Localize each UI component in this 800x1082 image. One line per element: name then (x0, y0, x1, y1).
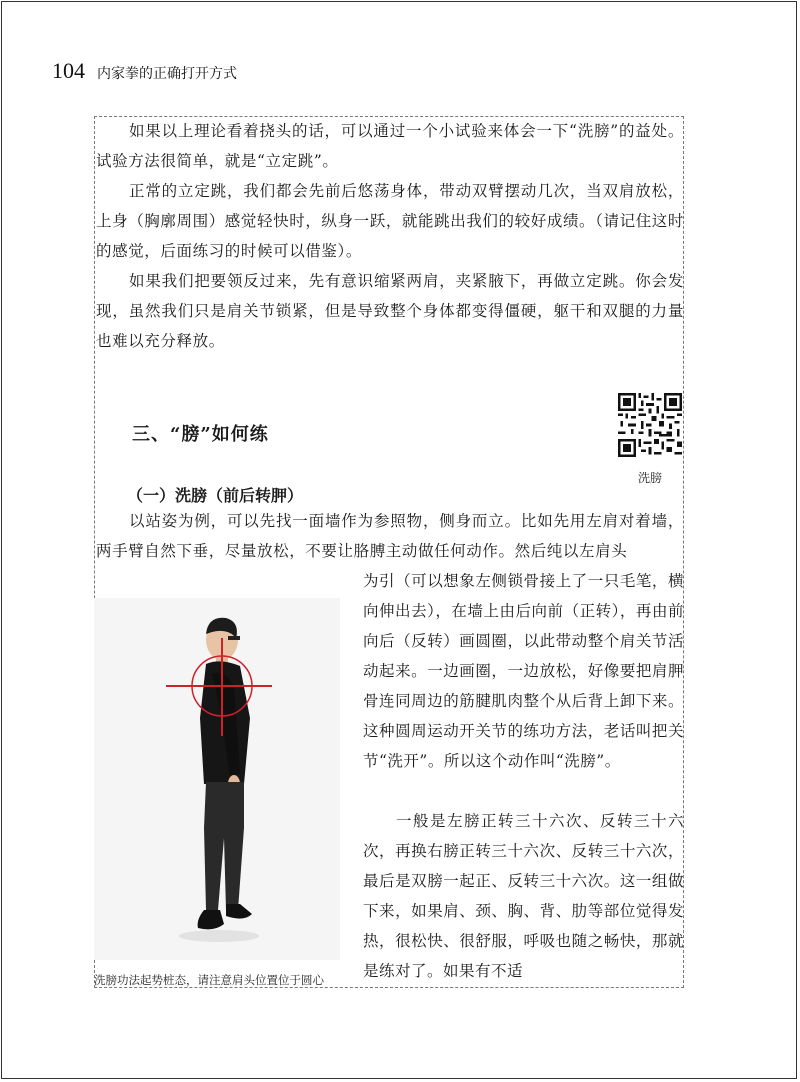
page-number: 104 (52, 58, 85, 83)
photo-caption: 洗膀功法起势桩态，请注意肩头位置位于圆心 (94, 973, 324, 987)
paragraph-3: 如果我们把要领反过来，先有意识缩紧两肩，夹紧腋下，再做立定跳。你会发现，虽然我们只是肩关节锁紧，但是导致整个身体都变得僵硬，躯干和双腿的力量也难以充分释放。 (96, 272, 684, 350)
paragraph-1: 如果以上理论看着挠头的话，可以通过一个小试验来体会一下“洗膀”的益处。试验方法很简单，就是“立定跳”。 (96, 122, 684, 170)
body-column-paragraph-2: 一般是左膀正转三十六次、反转三十六次，再换右膀正转三十六次、反转三十六次，最后是双膀一起正、反转三十六次。这一组做下来，如果肩、颈、胸、背、肋等部位觉得发热，很松快、很舒服，呼吸也随之畅快，那就是练对了。如果有不适 (363, 812, 684, 980)
qr-caption: 洗膀 (637, 471, 662, 485)
paragraph-2: 正常的立定跳，我们都会先前后悠荡身体，带动双臂摆动几次，当双肩放松，上身（胸廓周围）感觉轻快时，纵身一跃，就能跳出我们的较好成绩。（请记住这时的感觉，后面练习的时候可以借鉴）。 (96, 182, 684, 260)
section-heading: 三、“膀”如何练 (132, 424, 269, 445)
page-header (52, 58, 237, 84)
qr-code-icon[interactable] (618, 393, 682, 457)
running-title: 内家拳的正确打开方式 (97, 66, 237, 82)
standing-posture-photo (94, 598, 340, 960)
body-column-text: 为引（可以想象左侧锁骨接上了一只毛笔，横向伸出去），在墙上由后向前（正转），再由前向后（反转）画圆圈，以此带动整个肩关节活动起来。一边画圈，一边放松，好像要把肩胛骨连同周边的筋腱肌肉整个从后背上卸下来。这种圆周运动开关节的练功方法，老话叫把关节“洗开”。所以这个动作叫“洗膀”。 (363, 572, 684, 770)
body-intro: 以站姿为例，可以先找一面墙作为参照物，侧身而立。比如先用左肩对着墙，两手臂自然下垂，尽量放松，不要让胳膊主动做任何动作。然后纯以左肩头 (96, 512, 684, 560)
sub-heading: （一）洗膀（前后转胛） (127, 486, 304, 505)
